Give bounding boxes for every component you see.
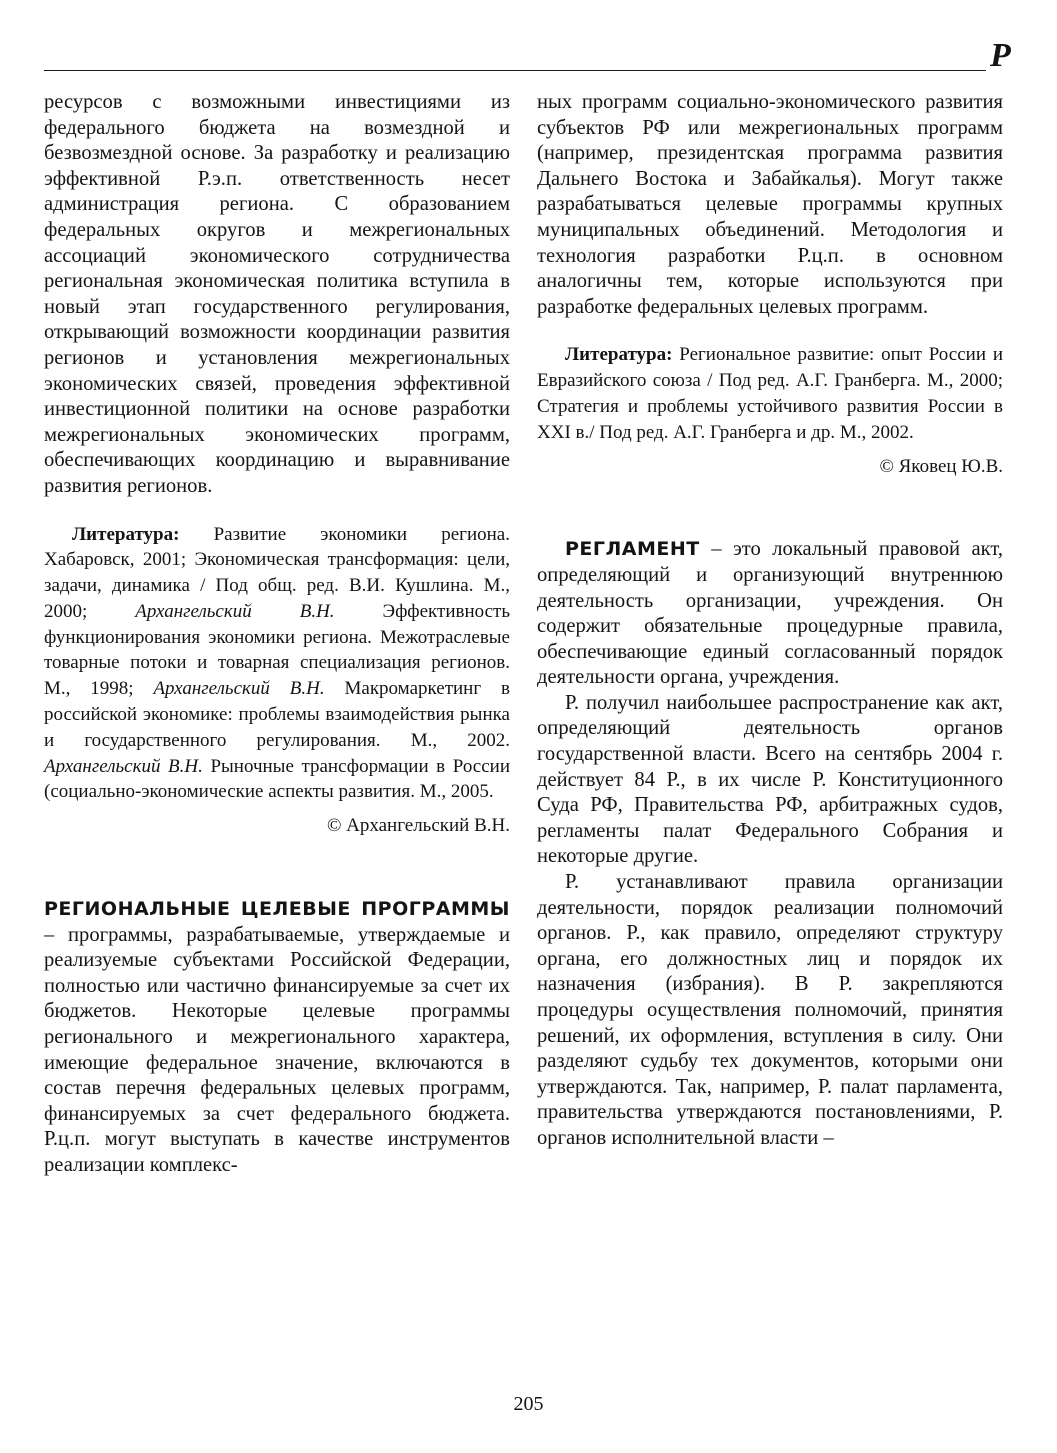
literature-text: Макромаркетинг в российской экономике: проблемы взаимодействия рынка и государственного регулирования. М., 2002. [44, 678, 510, 751]
literature-author: Архангельский В.Н. [153, 678, 325, 700]
literature-text: Эффективность функционирования экономики региона. Межотраслевые товарные потоки и товарная специализация регионов. М., 1998; [44, 600, 511, 700]
literature-block [44, 522, 510, 806]
literature-label: Литература: [72, 523, 180, 545]
entry-term: РЕГИОНАЛЬНЫЕ ЦЕЛЕВЫЕ ПРОГРАММЫ [44, 898, 510, 921]
dictionary-entry [537, 537, 1003, 691]
literature-author: Архангельский В.Н. [135, 600, 335, 622]
author-signature: © Яковец Ю.В. [879, 455, 1003, 477]
literature-label: Литература: [565, 344, 673, 366]
entry-term: РЕГЛАМЕНТ [565, 538, 700, 561]
literature-block [537, 342, 1003, 445]
paragraph: ных программ социально-экономического развития субъектов РФ или межрегиональных программ (например, президентская программа развития Дальнего Востока и Забайкалья). Могут также разрабатываться целевые программы крупных муниципальных объединений. Методология и технология разработки Р.ц.п. в основном аналогичны тем, которые используются при разработке федеральных целевых программ. [537, 91, 1003, 318]
running-head-letter: Р [990, 37, 1011, 74]
literature-text: Развитие экономики региона. Хабаровск, 2001; Экономическая трансформация: цели, задачи, динамика / Под общ. ред. В.И. Кушлина. М., 2000; [44, 523, 510, 622]
entry-text: – это локальный правовой акт, определяющий и организующий внутреннюю деятельность организации, учреждения. Он содержит обязательные процедурные правила, обеспечивающие единый согласованный порядок деятельности органа, учреждения. [537, 538, 1003, 689]
page-number: 205 [513, 1393, 544, 1415]
literature-text: Региональное развитие: опыт России и Евразийского союза / Под ред. А.Г. Гранберга. М., 2000; Стратегия и проблемы устойчивого развития России в XXI в./ Под ред. А.Г. Гранберга и др. М., 2002. [537, 344, 1003, 443]
header-rule [44, 70, 986, 71]
author-signature: © Архангельский В.Н. [326, 815, 510, 837]
paragraph: Р. получил наибольшее распространение как акт, определяющий деятельность органов государственной власти. Всего на сентябрь 2004 г. действует 84 Р., в их числе Р. Конституционного Суда РФ, Правительства РФ, арбитражных судов, регламенты палат Федерального Собрания и некоторые другие. [537, 691, 1003, 868]
literature-text: Рыночные трансформации в России (социально-экономические аспекты развития. М., 2005. [44, 755, 511, 803]
paragraph: Р. устанавливают правила организации деятельности, порядок реализации полномочий органов. Р., как правило, определяют структуру органа, его должностных лиц и порядок их назначения (избрания). В Р. закрепляются процедуры осуществления полномочий, принятия решений, их оформления, вступления в силу. Они разделяют судьбу тех документов, которыми они утверждаются. Так, например, Р. палат парламента, правительства утверждаются постановлениями, Р. органов исполнительной власти – [537, 871, 1003, 1149]
literature-author: Архангельский В.Н. [44, 755, 203, 777]
right-column [537, 90, 1003, 1152]
left-column [44, 90, 510, 1179]
paragraph: ресурсов с возможными инвестициями из федерального бюджета на возмездной и безвозмездной основе. За разработку и реализацию эффективной Р.э.п. ответственность несет администрация региона. С образованием федеральных округов и межрегиональных ассоциаций экономического сотрудничества региональная экономическая политика вступила в новый этап государственного регулирования, открывающий возможности координации развития регионов и установления межрегиональных экономических связей, проведения эффективной инвестиционной политики на основе разработки межрегиональных экономических программ, обеспечивающих координацию и выравнивание развития регионов. [44, 91, 510, 497]
dictionary-entry [44, 897, 510, 1179]
entry-text: – программы, разрабатываемые, утверждаемые и реализуемые субъектами Российской Федерации, полностью или частично финансируемые за счет их бюджетов. Некоторые целевые программы регионального и межрегионального характера, имеющие федеральное значение, включаются в состав перечня федеральных целевых программ, финансируемых за счет федерального бюджета. Р.ц.п. могут выступать в качестве инструментов реализации комплекс- [44, 923, 510, 1176]
